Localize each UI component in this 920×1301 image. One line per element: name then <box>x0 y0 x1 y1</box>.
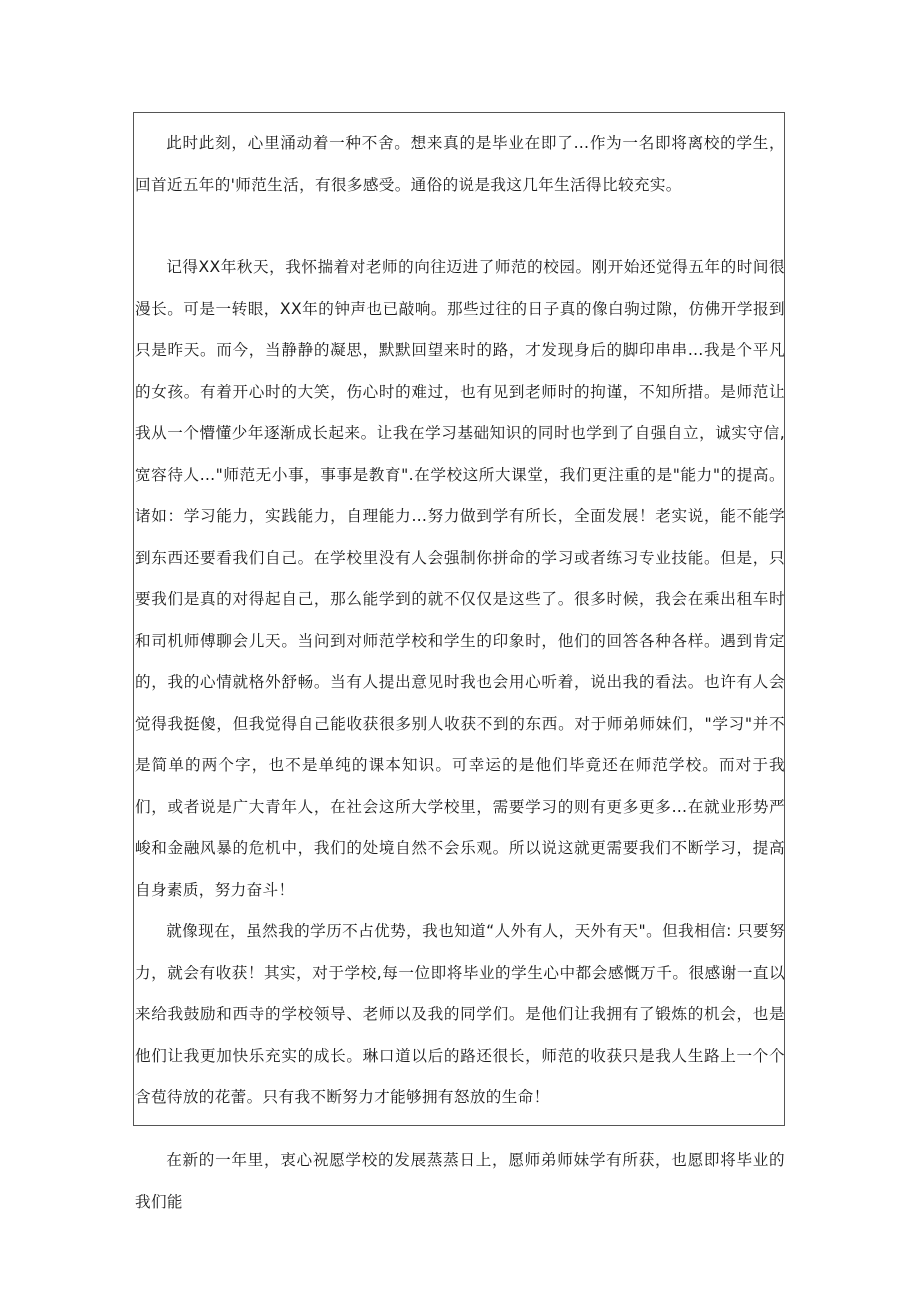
paragraph-3: 就像现在，虽然我的学历不占优势，我也知道“人外有人，天外有天"。但我相信: 只要努力，就会有收获！其实，对于学校,每一位即将毕业的学生心中都会感慨万千。很感谢一直以来给我鼓励和西寺的学校领导、老师以及我的同学们。是他们让我拥有了锻炼的机会，也是他们让我更加快乐充实的成长。琳口道以后的路还很长，师范的收获只是我人生路上一个个含苞待放的花蕾。只有我不断努力才能够拥有怒放的生命！ <box>135 922 785 1106</box>
paragraph-4-block <box>135 1140 785 1223</box>
paragraph-3-block <box>135 911 785 1119</box>
paragraph-1-block <box>135 123 785 206</box>
paragraph-4: 在新的一年里，衷心祝愿学校的发展蒸蒸日上，愿师弟师妹学有所获，也愿即将毕业的我们能 <box>135 1151 785 1211</box>
paragraph-1: 此时此刻，心里涌动着一种不舍。想来真的是毕业在即了…作为一名即将离校的学生，回首近五年的'师范生活，有很多感受。通俗的说是我这几年生活得比较充实。 <box>135 134 785 194</box>
paragraph-2-block <box>135 247 785 911</box>
paragraph-2: 记得XX年秋天，我怀揣着对老师的向往迈进了师范的校园。刚开始还觉得五年的时间很漫长。可是一转眼，XX年的钟声也已敲响。那些过往的日子真的像白驹过隙，仿佛开学报到只是昨天。而今，当静静的凝思，默默回望来时的路，才发现身后的脚印串串…我是个平凡的女孩。有着开心时的大笑，伤心时的难过，也有见到老师时的拘谨，不知所措。是师范让我从一个懵懂少年逐渐成长起来。让我在学习基础知识的同时也学到了自强自立，诚实守信,宽容待人…"师范无小事，事事是教育".在学校这所大课堂，我们更注重的是"能力"的提高。诸如：学习能力，实践能力，自理能力…努力做到学有所长，全面发展！老实说，能不能学到东西还要看我们自己。在学校里没有人会强制你拼命的学习或者练习专业技能。但是，只要我们是真的对得起自己，那么能学到的就不仅仅是这些了。很多时候，我会在乘出租车时和司机师傅聊会儿天。当问到对师范学校和学生的印象时，他们的回答各种各样。遇到肯定的，我的心情就格外舒畅。当有人提出意见时我也会用心听着，说出我的看法。也许有人会觉得我挺傻，但我觉得自己能收获很多别人收获不到的东西。对于师弟师妹们，"学习"并不是简单的两个字，也不是单纯的课本知识。可幸运的是他们毕竟还在师范学校。而对于我们，或者说是广大青年人，在社会这所大学校里，需要学习的则有更多更多…在就业形势严峻和金融风暴的危机中，我们的处境自然不会乐观。所以说这就更需要我们不断学习，提高自身素质，努力奋斗！ <box>135 258 785 899</box>
